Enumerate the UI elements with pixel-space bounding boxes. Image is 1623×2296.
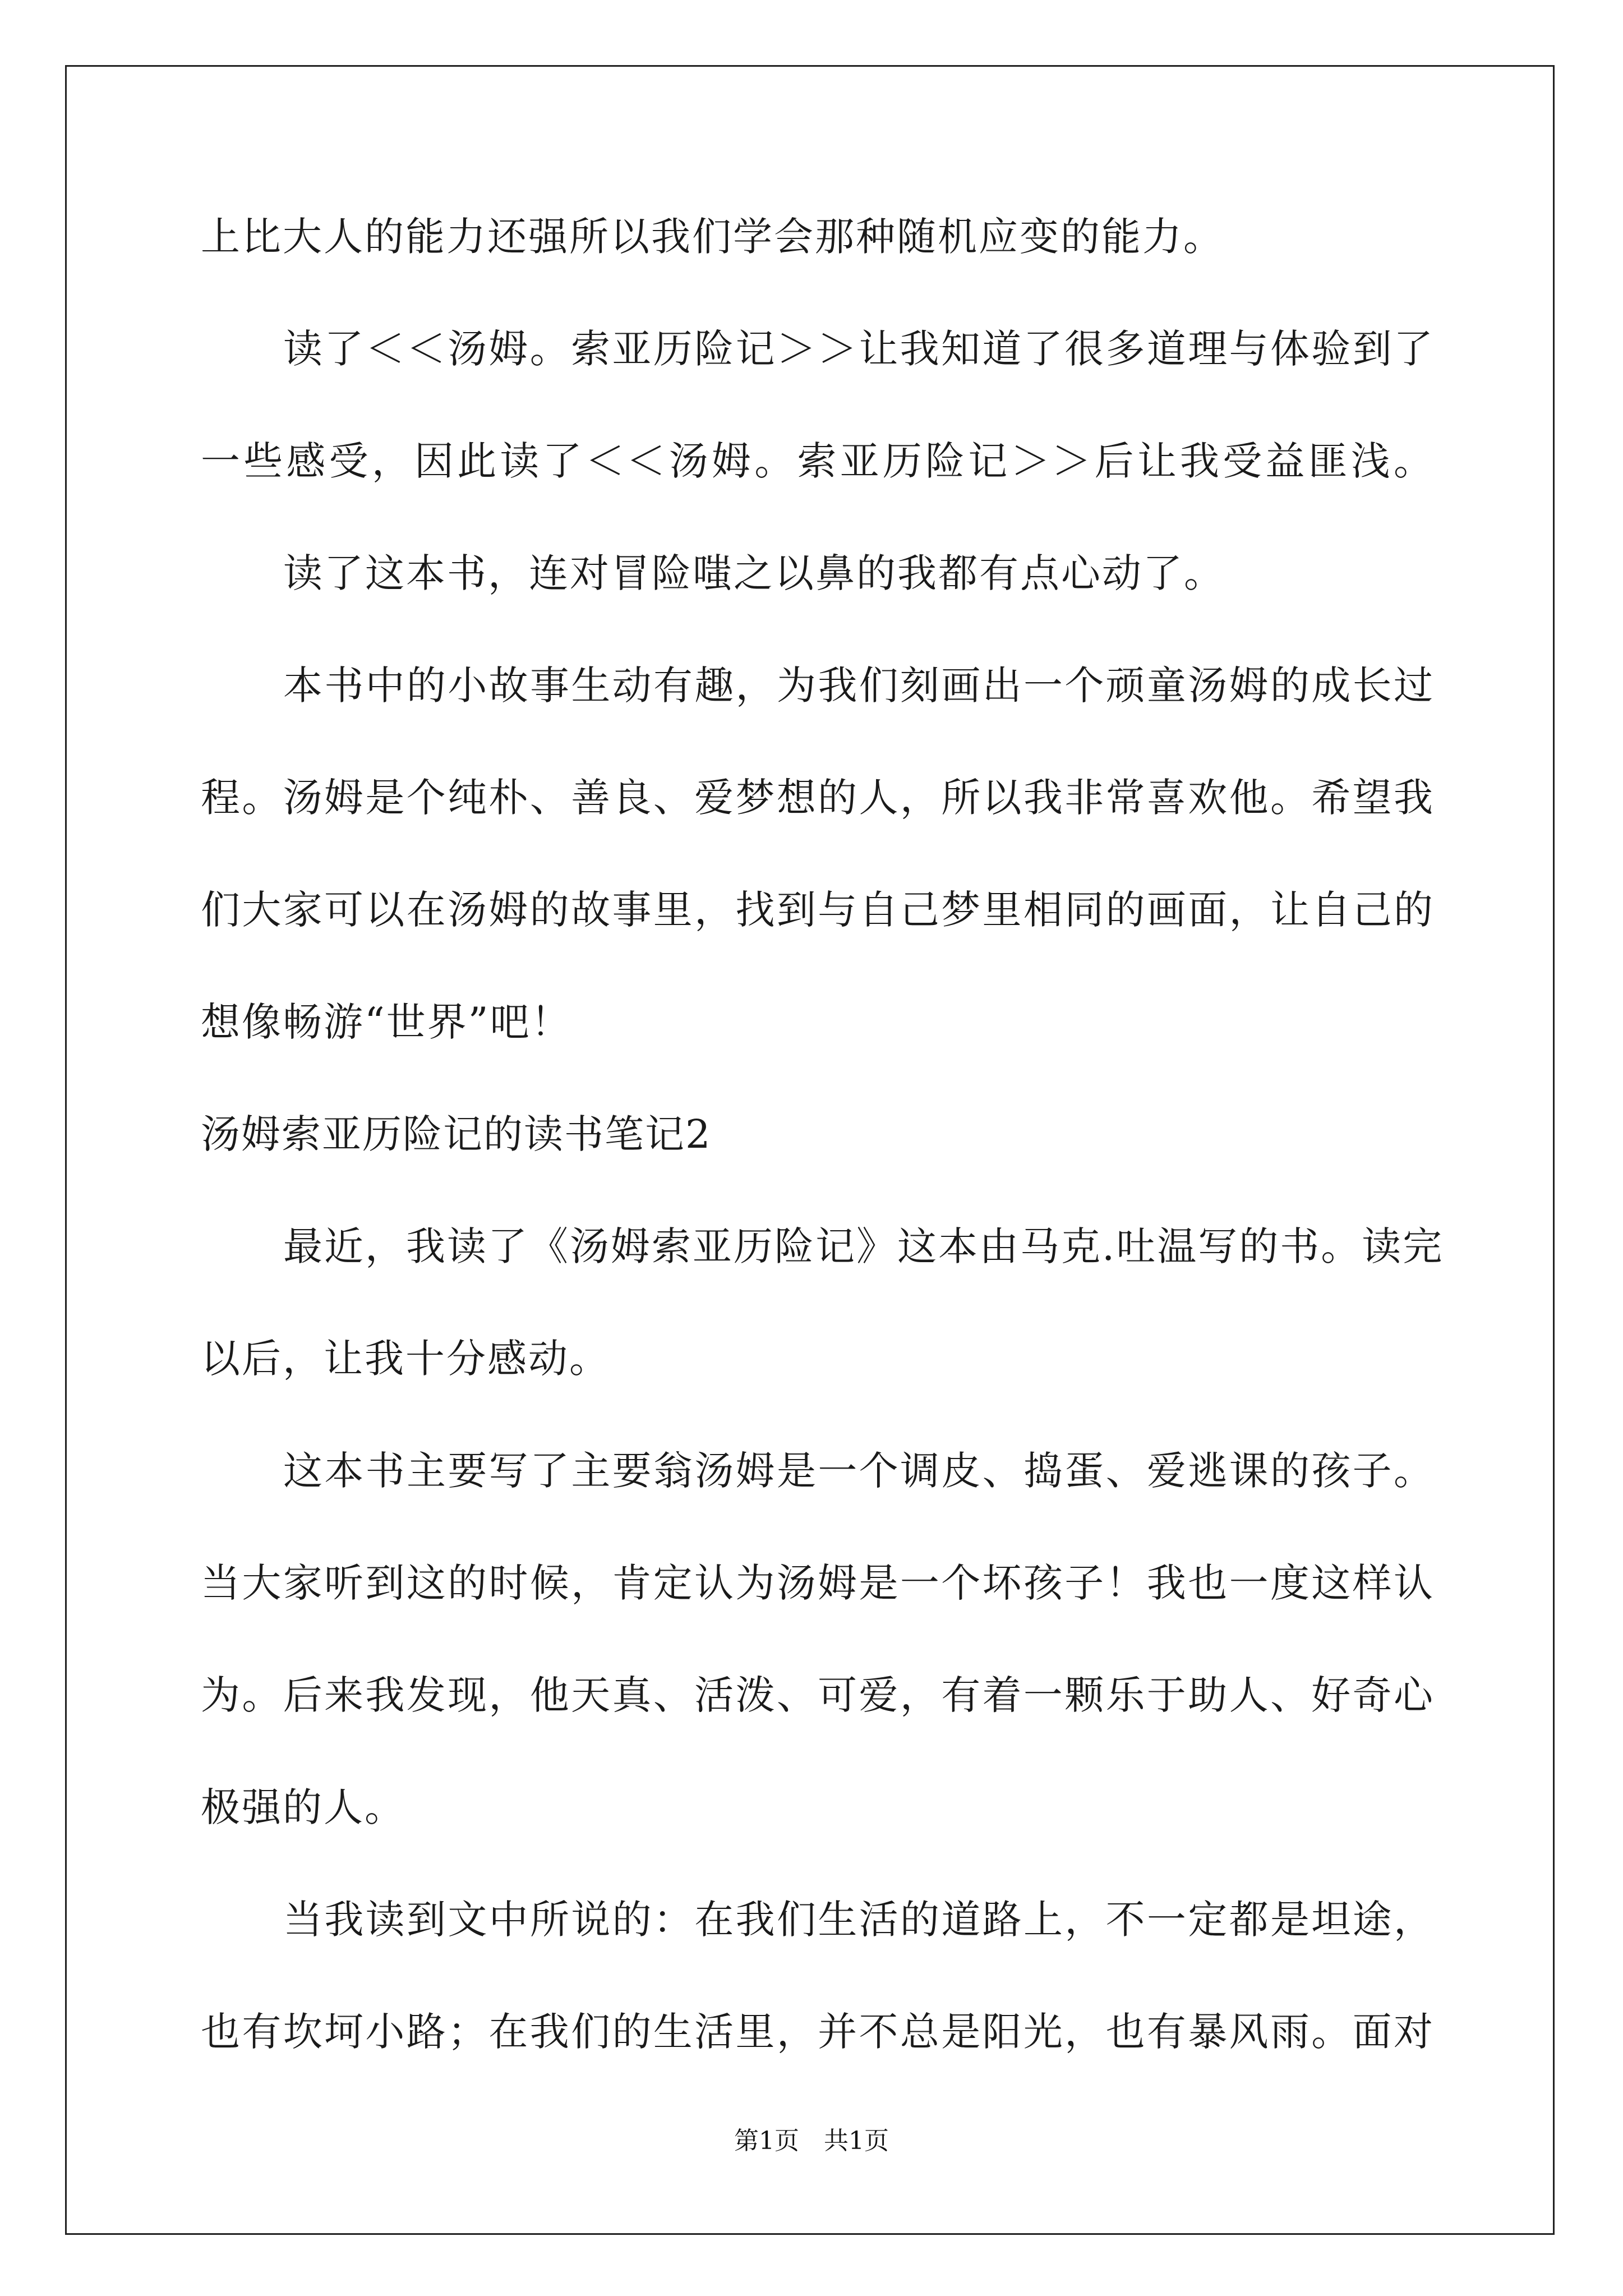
text-line: 一些感受，因此读了＜＜汤姆。索亚历险记＞＞后让我受益匪浅。: [201, 438, 1435, 484]
text-line: 读了这本书，连对冒险嗤之以鼻的我都有点心动了。: [283, 550, 1225, 596]
text-line: 们大家可以在汤姆的故事里，找到与自己梦里相同的画面，让自己的: [201, 887, 1435, 933]
text-line: 想像畅游“世界”吧！: [201, 999, 572, 1045]
text-line: 为。后来我发现，他天真、活泼、可爱，有着一颗乐于助人、好奇心: [201, 1672, 1435, 1718]
text-line: 当我读到文中所说的：在我们生活的道路上，不一定都是坦途，: [283, 1897, 1435, 1943]
text-line: 最近，我读了《汤姆索亚历险记》这本由马克.吐温写的书。读完: [283, 1223, 1444, 1269]
text-line: 这本书主要写了主要翁汤姆是一个调皮、捣蛋、爱逃课的孩子。: [283, 1448, 1435, 1494]
text-line: 以后，让我十分感动。: [201, 1336, 610, 1382]
text-line: 当大家听到这的时候，肯定认为汤姆是一个坏孩子！我也一度这样认: [201, 1560, 1435, 1606]
text-line: 程。汤姆是个纯朴、善良、爱梦想的人，所以我非常喜欢他。希望我: [201, 775, 1435, 821]
text-line: 上比大人的能力还强所以我们学会那种随机应变的能力。: [201, 214, 1224, 260]
section-heading: 汤姆索亚历险记的读书笔记2: [201, 1111, 712, 1157]
text-line: 读了＜＜汤姆。索亚历险记＞＞让我知道了很多道理与体验到了: [283, 326, 1435, 372]
text-line: 极强的人。: [201, 1784, 405, 1830]
page-footer: 第1页 共1页: [734, 2127, 889, 2155]
text-line: 本书中的小故事生动有趣，为我们刻画出一个顽童汤姆的成长过: [283, 662, 1435, 708]
text-line: 也有坎坷小路；在我们的生活里，并不总是阳光，也有暴风雨。面对: [201, 2009, 1435, 2055]
